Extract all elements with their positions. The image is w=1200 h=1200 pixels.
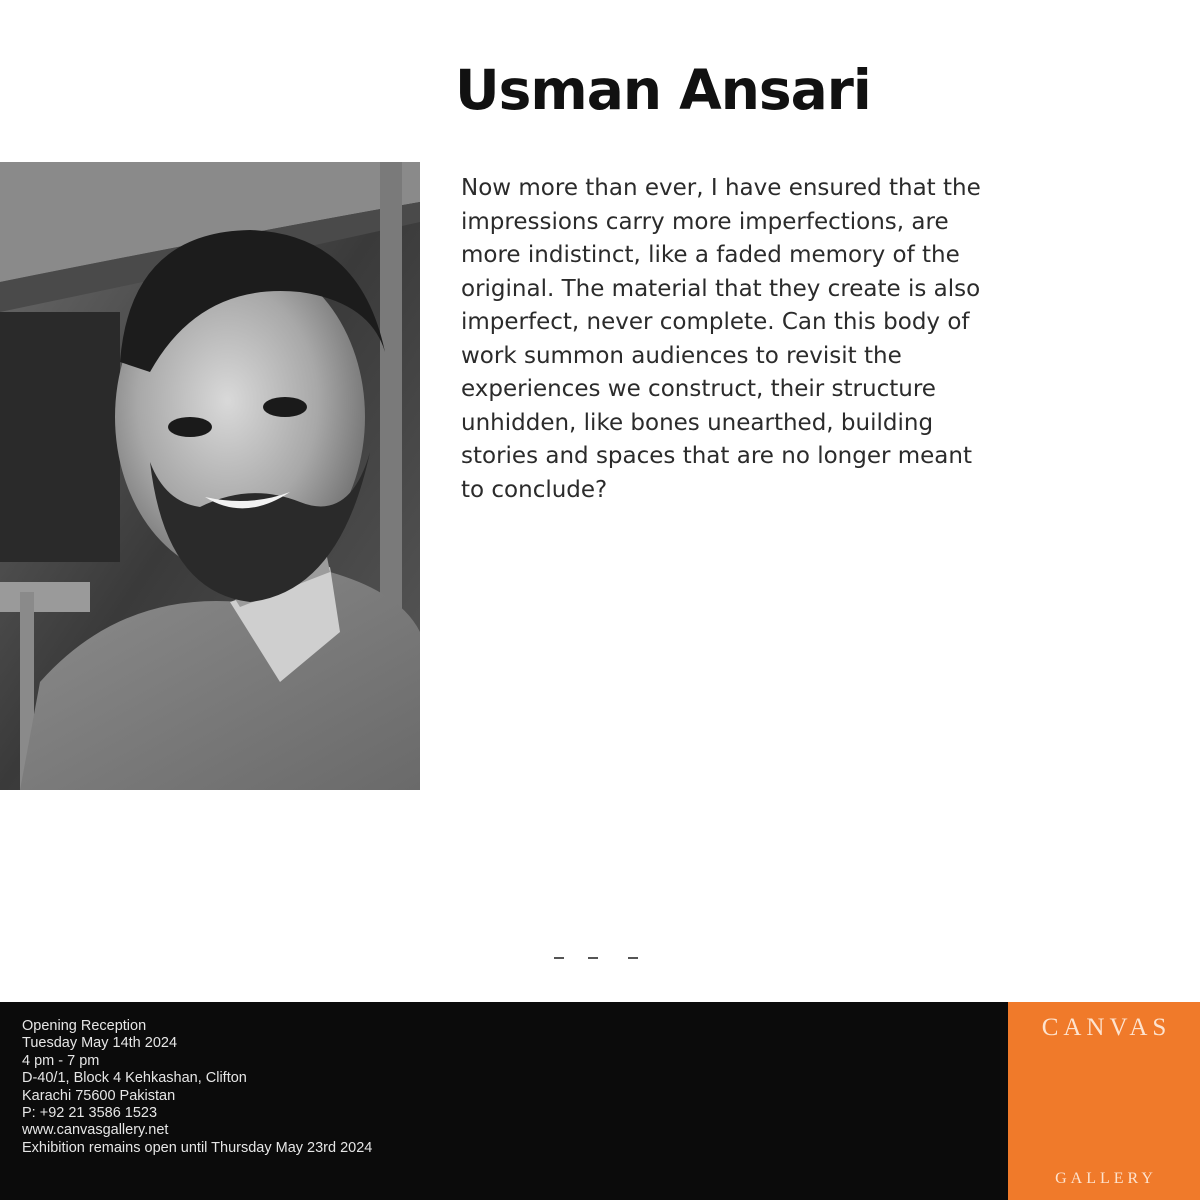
footer-line-date: Tuesday May 14th 2024 [22, 1035, 178, 1052]
footer-line-time: 4 pm - 7 pm [22, 1052, 100, 1069]
gallery-logo [1008, 1002, 1200, 1200]
footer-line-address: D-40/1, Block 4 Kehkashan, Clifton [22, 1070, 247, 1087]
portrait-photo-icon [0, 162, 420, 790]
footer-line-phone: P: +92 21 3586 1523 [22, 1105, 158, 1122]
stray-marks-icon [552, 956, 642, 960]
footer-line-closing: Exhibition remains open until Thursday May 23rd 2024 [22, 1139, 373, 1156]
footer-line-reception: Opening Reception [22, 1018, 147, 1034]
event-details [22, 1018, 522, 1157]
gallery-logo-top: CANVAS [1041, 1014, 1172, 1041]
artist-statement: Now more than ever, I have ensured that the impressions carry more imperfections, are more indistinct, like a faded memory of the original. The material that they create is also imperfect, never complete. Can this body of work summon audiences to revisit the experiences we construct, their structure unhidden, like bones unearthed, building stories and spaces that are no longer meant to conclude? [461, 175, 981, 503]
footer-line-website[interactable]: www.canvasgallery.net [22, 1122, 169, 1139]
footer-line-city: Karachi 75600 Pakistan [22, 1087, 176, 1104]
gallery-logo-bottom: GALLERY [1055, 1170, 1157, 1187]
artist-portrait [0, 162, 420, 790]
artist-name: Usman Ansari [455, 58, 871, 122]
